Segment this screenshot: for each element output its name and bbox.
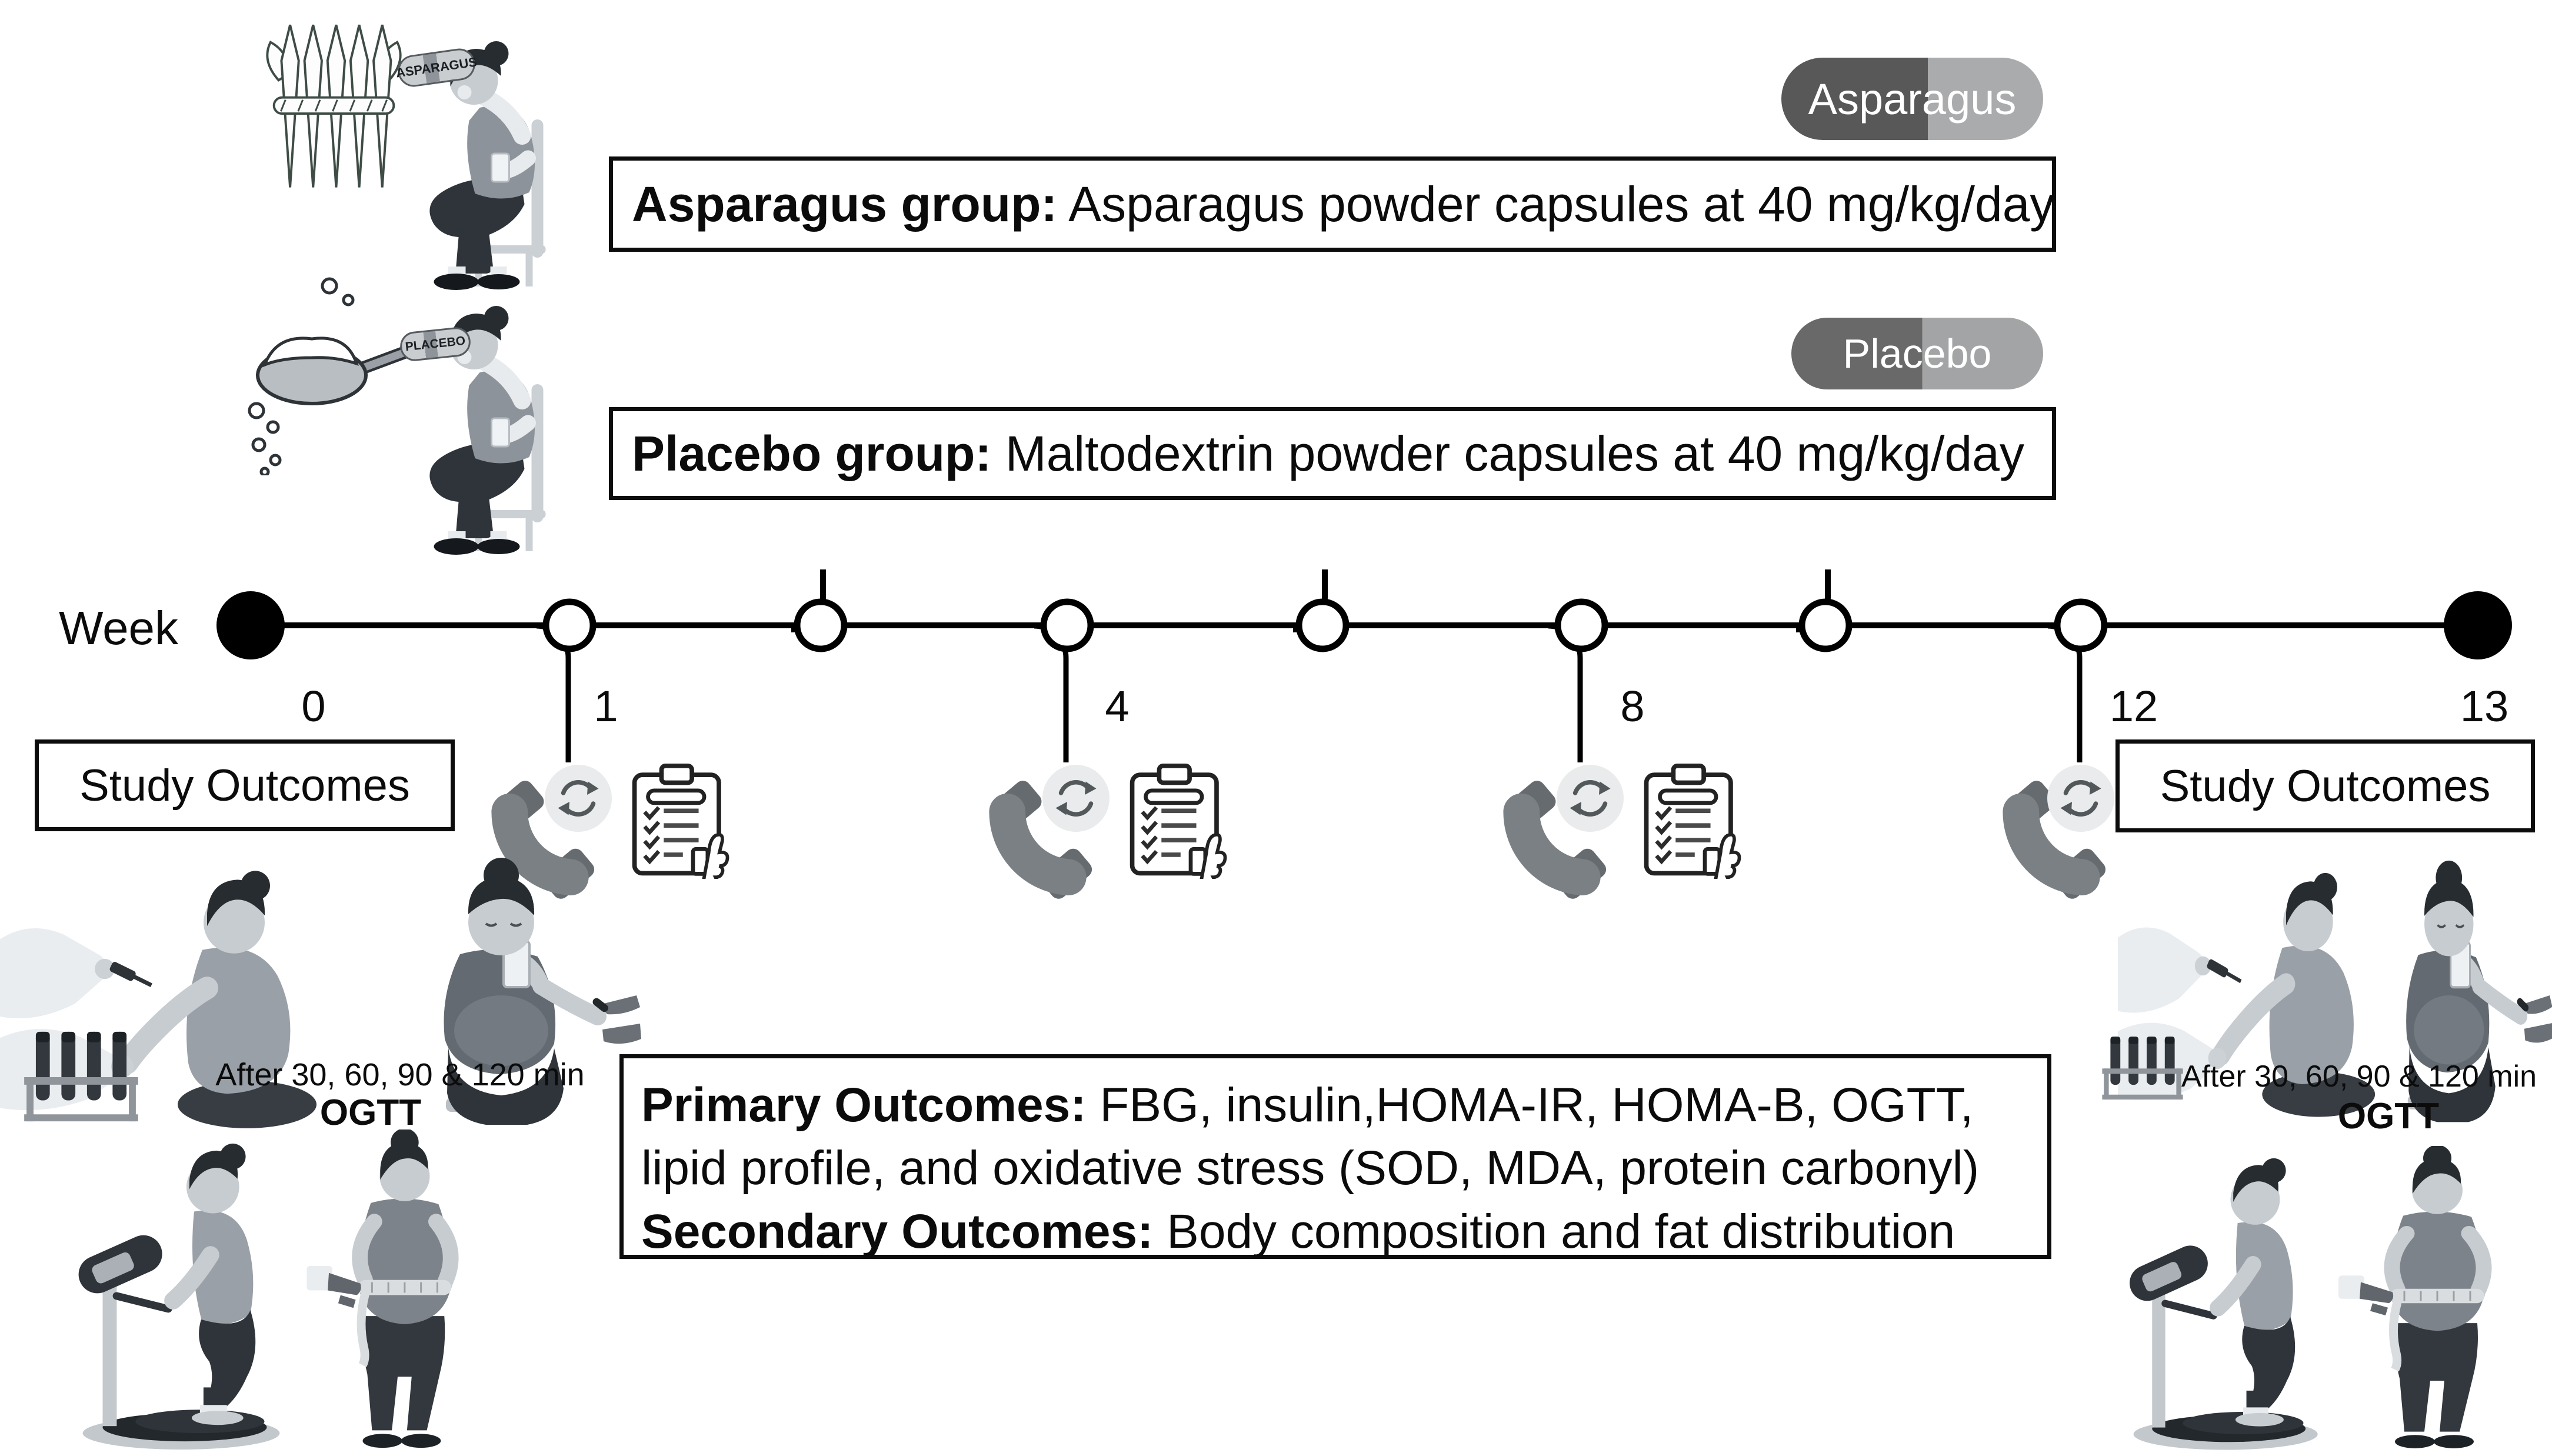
secondary-outcomes-line: Secondary Outcomes: Body composition and fat distribution (641, 1204, 1955, 1258)
asparagus-pill-label: Asparagus (1808, 74, 2017, 124)
checklist-thumbs-up-icon (1124, 764, 1232, 879)
waist-measurement-illustration (2338, 1146, 2521, 1456)
primary-outcomes-line1: Primary Outcomes: FBG, insulin,HOMA-IR, HOMA-B, OGTT, (641, 1078, 1974, 1132)
timeline-axis-label: Week (59, 602, 179, 654)
week-tick-8: 8 (1620, 682, 1645, 731)
checklist-thumbs-up-icon (626, 764, 734, 879)
placebo-capsule-label: PLACEBO (404, 334, 467, 354)
test-tube-rack-icon (2101, 1034, 2184, 1104)
week-tick-13: 13 (2460, 682, 2509, 731)
ogtt-label-right: OGTT (2337, 1096, 2440, 1137)
ogtt-timing-note-left: After 30, 60, 90 & 120 min (215, 1057, 585, 1092)
sync-arrows-icon (543, 763, 614, 834)
ogtt-timing-note-right: After 30, 60, 90 & 120 min (2181, 1059, 2537, 1094)
study-outcomes-right-label: Study Outcomes (2160, 761, 2491, 811)
asparagus-group-text: Asparagus group: Asparagus powder capsules at 40 mg/kg/day (632, 176, 2055, 232)
sync-arrows-icon (2045, 763, 2116, 834)
sync-arrows-icon (1041, 763, 1111, 834)
asparagus-capsule-label: ASPARAGUS (395, 54, 478, 81)
week-tick-0: 0 (301, 682, 326, 731)
week-tick-4: 4 (1105, 682, 1130, 731)
outcomes-definition-box (619, 1054, 2051, 1259)
study-outcomes-box-left (35, 739, 455, 831)
study-outcomes-left-label: Study Outcomes (79, 760, 410, 811)
waist-measurement-illustration (306, 1130, 488, 1456)
body-composition-scale-illustration (2106, 1146, 2347, 1456)
test-tube-rack-icon (22, 1028, 140, 1127)
study-outcomes-box-right (2115, 739, 2535, 832)
placebo-pill-label: Placebo (1843, 331, 1992, 377)
placebo-group-text: Placebo group: Maltodextrin powder capsules at 40 mg/kg/day (632, 425, 2024, 481)
checklist-thumbs-up-icon (1638, 764, 1746, 879)
week-tick-1: 1 (594, 682, 618, 731)
ogtt-label-left: OGTT (319, 1092, 422, 1133)
sync-arrows-icon (1555, 763, 1625, 834)
primary-outcomes-line2: lipid profile, and oxidative stress (SOD, MDA, protein carbonyl) (641, 1141, 1980, 1195)
body-composition-scale-illustration (53, 1131, 312, 1456)
week-tick-12: 12 (2109, 682, 2158, 731)
